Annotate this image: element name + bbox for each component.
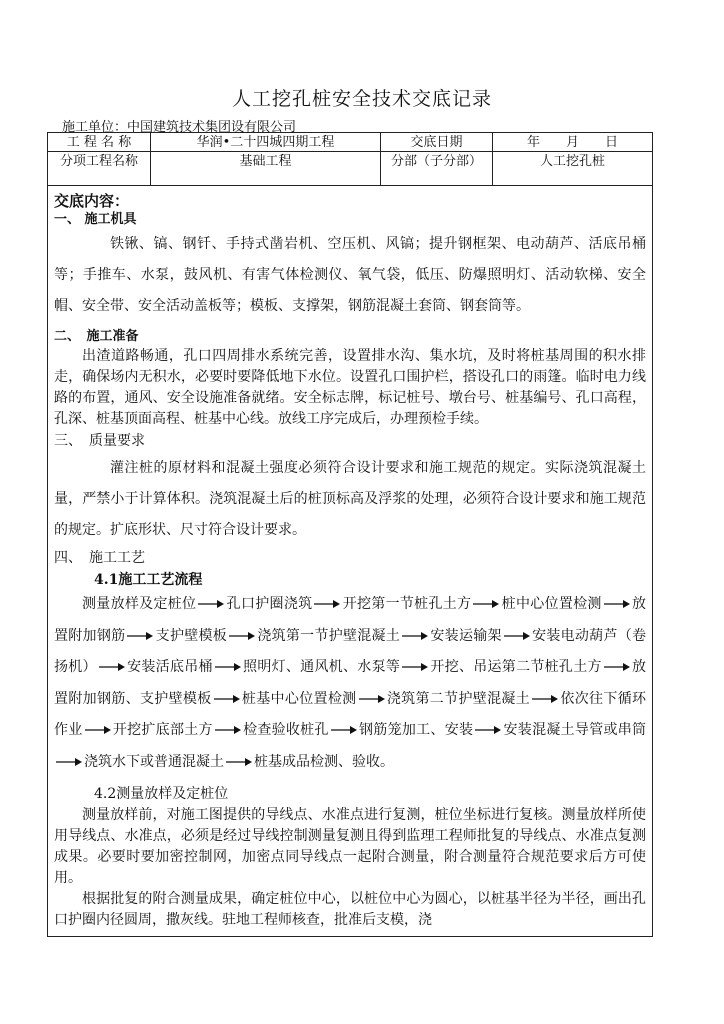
- flow-step: 桩基中心位置检测: [241, 690, 357, 707]
- section-4-2-text-1: 测量放样前，对施工图提供的导线点、水准点进行复测，桩位坐标进行复核。测量放样所使用导线点、水准点，必须是经过导线控制测量复测且得到监理工程师批复的导线点、水准点复测成果。必要时要加密控制网，加密点同导线点一起附合测量，附合测量符合规范要求后方可使用。: [54, 807, 646, 886]
- flow-step: 桩基成品检测、验收。: [254, 753, 394, 770]
- section-3-title: 三、 质量要求: [54, 433, 145, 449]
- flow-step: 安装运输架: [430, 627, 502, 644]
- flow-arrow-icon: [215, 725, 241, 735]
- flow-step: 钢筋笼加工、安装: [358, 722, 474, 738]
- flow-arrow-icon: [314, 599, 340, 609]
- flow-step: 放置附加钢筋、支护壁模板: [54, 659, 647, 707]
- flow-step: 安装混凝土导管或串筒: [503, 722, 647, 738]
- section-2-text: 出渣道路畅通，孔口四周排水系统完善，设置排水沟、集水坑，及时将桩基周围的积水排走，确保场内无积水，必要时要降低地下水位。设置孔口围护栏，搭设孔口的雨篷。临时电力线路的布置，通风、安全设施准备就绪。安全标志牌，标记桩号、墩台号、桩基编号、孔口高程，孔深、桩基顶面高程、桩基中心线。放线工序完成后，办理预检手续。: [54, 348, 646, 427]
- flow-step: 孔口护圈浇筑: [226, 596, 313, 612]
- flow-step: 检查验收桩孔: [242, 722, 329, 738]
- construction-unit: 施工单位：中国建筑技术集团设有限公司: [62, 120, 297, 135]
- section-1-text: 铁锹、镐、钢钎、手持式凿岩机、空压机、风镐；提升钢框架、电动葫芦、活底吊桶等；手推车、水泵，鼓风机、有害气体检测仪、氧气袋，低压、防爆照明灯、活动软梯、安全帽、安全带、安全活动盖板等；模板、支撑架，钢筋混凝土套筒、钢套筒等。: [54, 236, 646, 314]
- flow-arrow-icon: [56, 757, 82, 767]
- document-title: 人工挖孔桩安全技术交底记录: [231, 88, 492, 110]
- flow-arrow-icon: [475, 725, 501, 735]
- flow-arrow-icon: [402, 631, 428, 641]
- flow-arrow-icon: [473, 599, 499, 609]
- flow-step: 开挖扩底部土方: [112, 722, 213, 738]
- flow-arrow-icon: [229, 631, 255, 641]
- header-row-1: [48, 133, 652, 152]
- flow-arrow-icon: [359, 694, 385, 704]
- subproject-label: 分项工程名称: [48, 152, 151, 185]
- project-name-value: 华润•二十四城四期工程: [151, 133, 381, 151]
- section-4-title: 四、 施工工艺: [54, 550, 145, 566]
- flow-step: 放置附加钢筋: [54, 596, 647, 644]
- flow-arrow-icon: [85, 725, 111, 735]
- project-name-label: 工 程 名 称: [48, 133, 151, 151]
- flow-step: 支护壁模板: [155, 627, 228, 644]
- disclosure-content: [48, 185, 652, 936]
- flow-arrow-icon: [604, 599, 630, 609]
- subproject-value: 基础工程: [151, 152, 381, 185]
- flow-arrow-icon: [532, 694, 558, 704]
- flow-step: 浇筑第二节护壁混凝土: [386, 690, 531, 707]
- section-4-2-title: 4.2测量放样及定桩位: [94, 786, 229, 802]
- flow-step: 桩中心位置检测: [501, 596, 602, 612]
- flow-arrow-icon: [215, 662, 241, 672]
- section-3-text: 灌注桩的原材料和混凝土强度必须符合设计要求和施工规范的规定。实际浇筑混凝土量，严禁小于计算体积。浇筑混凝土后的桩顶标高及浮浆的处理，必须符合设计要求和施工规范的规定。扩底形状、尺寸符合设计要求。: [54, 460, 646, 538]
- flow-step: 开挖、吊运第二节桩孔土方: [430, 659, 602, 675]
- process-flow: [54, 589, 646, 778]
- flow-arrow-icon: [604, 662, 630, 672]
- section-1-title: 一、 施工机具: [54, 212, 137, 227]
- flow-step: 浇筑第一节护壁混凝土: [257, 627, 401, 644]
- flow-arrow-icon: [226, 757, 252, 767]
- record-form: [47, 132, 653, 937]
- section-2-title: 二、 施工准备: [54, 329, 139, 344]
- flow-arrow-icon: [331, 725, 357, 735]
- flow-step: 测量放样及定桩位: [82, 596, 197, 612]
- date-value: 年 月 日: [526, 135, 618, 150]
- flow-step: 照明灯、通风机、水泵等: [242, 659, 401, 675]
- content-heading: 交底内容：: [54, 192, 130, 210]
- flow-step: 安装电动葫芦（卷扬机）: [54, 627, 647, 675]
- flow-arrow-icon: [198, 599, 224, 609]
- flow-arrow-icon: [127, 631, 153, 641]
- flow-arrow-icon: [504, 631, 530, 641]
- flow-arrow-icon: [99, 662, 125, 672]
- section-4-1-title: 4.1施工工艺流程: [94, 572, 203, 588]
- flow-step: 安装活底吊桶: [126, 659, 213, 675]
- flow-step: 开挖第一节桩孔土方: [342, 596, 472, 612]
- flow-step: 浇筑水下或普通混凝土: [84, 753, 224, 770]
- flow-arrow-icon: [214, 694, 240, 704]
- division-value: 人工挖孔桩: [539, 154, 605, 169]
- division-label: 分部（子分部）: [381, 152, 493, 185]
- flow-arrow-icon: [402, 662, 428, 672]
- flow-step: 依次往下循环作业: [54, 690, 647, 738]
- header-row-2: [48, 152, 652, 186]
- date-label: 交底日期: [381, 133, 493, 151]
- section-4-2-text-2: 根据批复的附合测量成果，确定桩位中心，以桩位中心为圆心，以桩基半径为半径，画出孔口护圈内径圆周，撒灰线。驻地工程师核查，批准后支模，浇: [54, 891, 646, 928]
